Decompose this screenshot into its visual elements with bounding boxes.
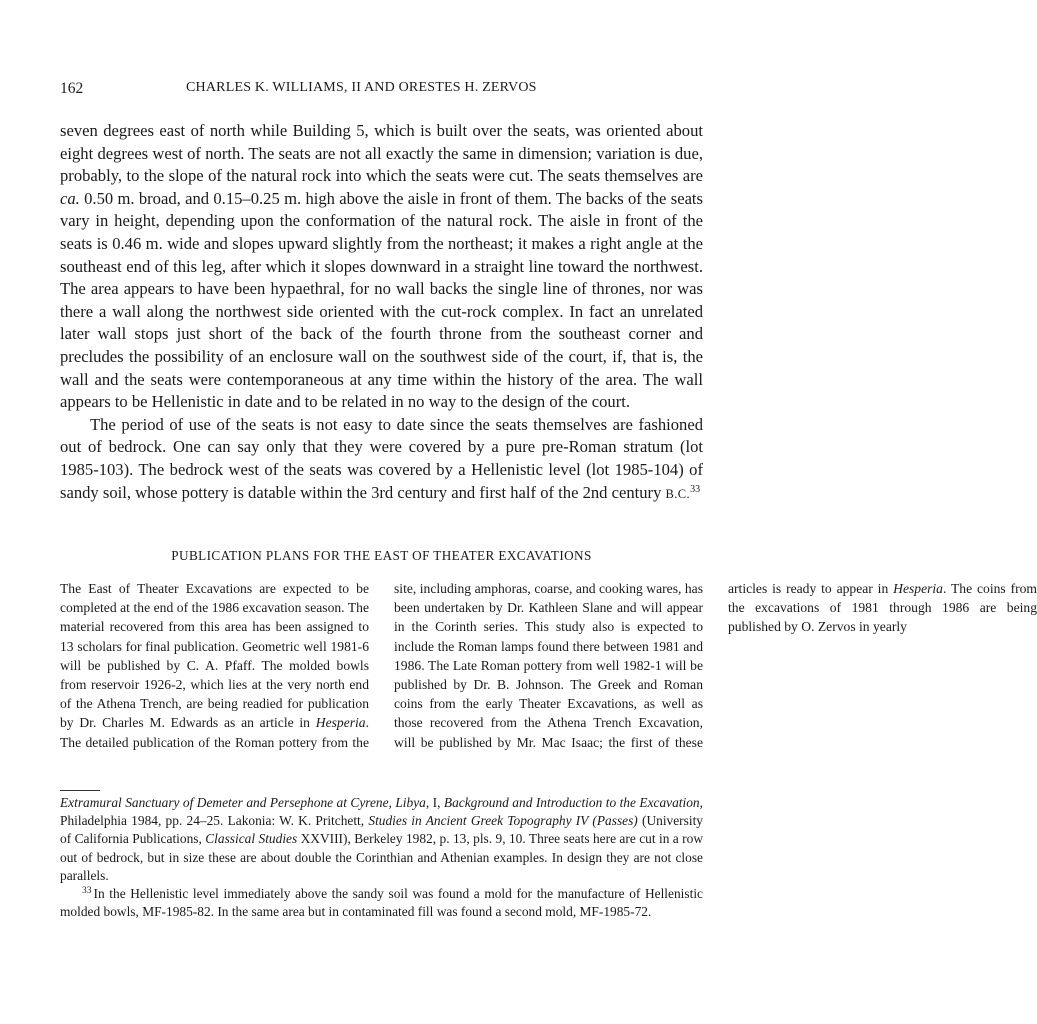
running-head: CHARLES K. WILLIAMS, II AND ORESTES H. ZERVOS [186,80,537,95]
footnote-33: $^{33}$ In the Hellenistic level immediately above the sandy soil was found a mold for the manufacture of Hellenistic molded bowls, MF-1985-82. In the same area but in contaminated fill was found a second mold, MF-1985-72. [60,886,703,920]
section-heading: PUBLICATION PLANS FOR THE EAST OF THEATER EXCAVATIONS [171,548,592,563]
publication-plans-text [60,579,1037,771]
footnotes [60,794,703,921]
footnote-ref-33[interactable]: 33 [690,483,701,495]
footnote-number: 33 [82,886,92,897]
footnote-rule [60,790,100,791]
footnote-continuation: Extramural Sanctuary of Demeter and Persephone at Cyrene, Libya, I, Background and Introduction to the Excavation, Philadelphia 1984, pp. 24–25. Lakonia: W. K. Pritchett, Studies in Ancient Greek Topography IV (Passes) (University of California Publications, Classical Studies XXVIII), Berkeley 1982, p. 13, pls. 9, 10. Three seats here are cut in a row out of bedrock, but in size these are about double the Corinthian and Athenian examples. In design they are not close parallels. [60,795,703,883]
body-paragraph-2: The period of use of the seats is not easy to date since the seats themselves are fashioned out of bedrock. One can say only that they were covered by a pure pre-Roman stratum (lot 1985-103). The bedrock west of the seats was covered by a Hellenistic level (lot 1985-104) of sandy soil, whose pottery is datable within the 3rd century and first half of the 2nd century B.C.$^{33}$ [60,414,703,502]
journal-title: Hesperia [315,715,366,731]
publication-plans-paragraph: The East of Theater Excavations are expected to be completed at the end of the 1986 excavation season. The material recovered from this area has been assigned to 13 scholars for final publication. Geometric well 1981-6 will be published by C. A. Pfaff. The molded bowls from reservoir 1926-2, which lies at the very north end of the Athena Trench, are being readied for publication by Dr. Charles M. Edwards as an article in Hesperia. The detailed publication of the Roman pottery from the site, including amphoras, coarse, and cooking wares, has been undertaken by Dr. Kathleen Slane and will appear in the Corinth series. This study also is expected to include the Roman lamps found there between 1981 and 1986. The Late Roman pottery from well 1982-1 will be published by Dr. B. Johnson. The Greek and Roman coins from the early Theater Excavations, as well as those recovered from the Athena Trench Excavation, will be published by Mr. Mac Isaac; the first of these articles is ready to appear in Hesperia. The coins from the excavations of 1981 through 1986 are being published by O. Zervos in yearly [60,581,1037,750]
page-header [60,80,703,102]
main-text [60,120,703,505]
bc-abbrev: B.C. [665,486,691,501]
body-paragraph-1: seven degrees east of north while Building 5, which is built over the seats, was oriented about eight degrees west of north. The seats are not all exactly the same in dimension; variation is due, probably, to the slope of the natural rock into which the seats were cut. The seats themselves are ca. 0.50 m. broad, and 0.15–0.25 m. high above the aisle in front of them. The backs of the seats vary in height, depending upon the conformation of the natural rock. The aisle in front of the seats is 0.46 m. wide and slopes upward slightly from the northeast; it makes a right angle at the southeast end of this leg, after which it slopes downward in a straight line toward the northwest. The area appears to have been hypaethral, for no wall backs the single line of thrones, nor was there a wall along the northwest side oriented with the cut-rock complex. In fact an unrelated later wall stops just short of the back of the fourth throne from the southeast corner and precludes the possibility of an enclosure wall on the southwest side of the court, if, that is, the wall and the seats were contemporaneous at any time within the history of the area. The wall appears to be Hellenistic in date and to be related in no way to the design of the court. [60,121,703,412]
circa-abbrev: ca. [60,188,80,208]
page-number: 162 [60,80,84,97]
journal-title: Hesperia [893,581,943,596]
